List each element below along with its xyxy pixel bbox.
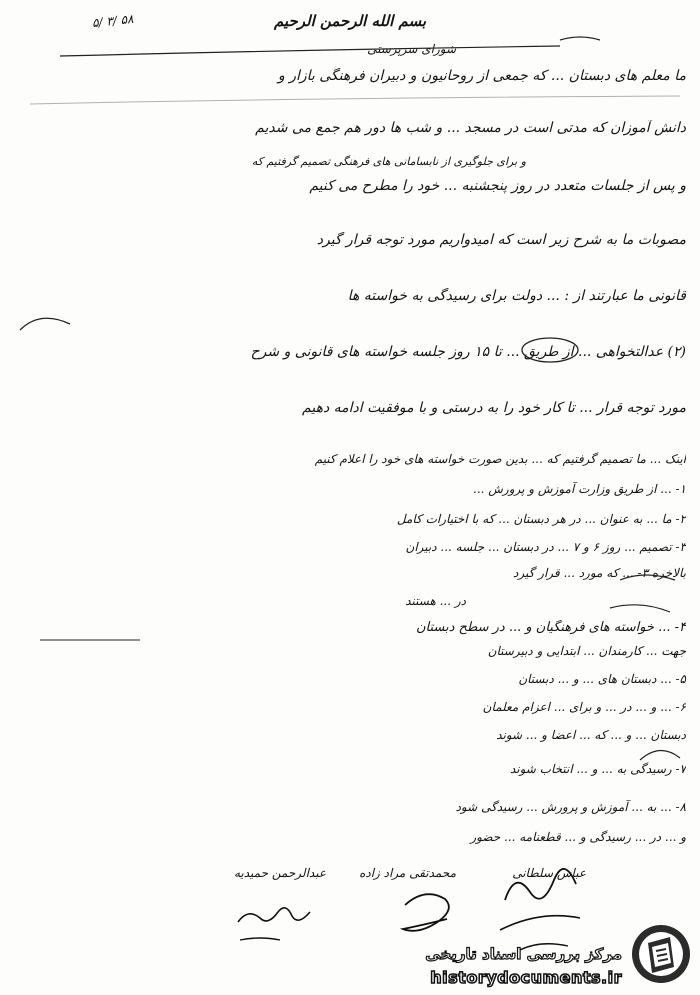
letter-line: و برای جلوگیری از نابسامانی های فرهنگی تصمیم گرفتیم که [251, 155, 526, 168]
letter-line: جهت ... کارمندان ... ابتدایی و دبیرستان [487, 644, 686, 658]
letter-line: دبستان ... و ... که ... اعضا و ... شوند [496, 728, 686, 742]
letter-line: دانش آموزان که مدتی است در مسجد ... و شب ها دور هم جمع می شدیم [255, 120, 686, 136]
letter-line: مورد توجه قرار ... تا کار خود را به درستی و با موفقیت ادامه دهیم [302, 400, 686, 416]
document-date: ۵/ ۳/ ۵۸ [91, 11, 135, 31]
letter-line: ۲- ما ... به عنوان ... در هر دبستان ... که با اختیارات کامل [396, 512, 686, 526]
letter-line: شورای سرپرستی [367, 42, 456, 56]
archive-site: historydocuments.ir [430, 968, 622, 987]
letter-line: قانونی ما عبارتند از : ... دولت برای رسیدگی به خواسته ها [347, 288, 686, 304]
signatory-name: محمدتقی مراد زاده [359, 866, 456, 880]
letter-line: و ... در ... رسیدگی و ... قطعنامه ... حضور [470, 830, 686, 844]
letter-line: مصوبات ما به شرح زیر است که امیدواریم مورد توجه قرار گیرد [316, 232, 686, 248]
letter-line: (۲) عدالتخواهی ... از طریق ... تا ۱۵ روز جلسه خواسته های قانونی و شرح [250, 344, 686, 360]
signatory-name: عبدالرحمن حمیدیه [233, 866, 326, 880]
letter-line: ۶- ... و ... در ... و برای ... اعزام معلمان [482, 700, 686, 714]
archive-watermark [312, 909, 692, 987]
letter-line: ۳- تصمیم ... روز ۶ و ۷ ... در دبستان ... جلسه ... دبیران [405, 540, 686, 554]
signatory-name: عباس سلطانی [512, 866, 586, 880]
letter-line: ۵- ... دبستان های ... و ... دبستان [518, 672, 686, 686]
letter-line: در ... هستند [405, 594, 466, 608]
letter-heading: بسم الله الرحمن الرحیم [273, 12, 427, 30]
letter-line: ما معلم های دبستان ... که جمعی از روحانیون و دبیران فرهنگی بازار و [277, 68, 686, 84]
letter-line: ۸- ... به ... آموزش و پرورش ... رسیدگی شود [455, 800, 686, 814]
letter-line: اینک ... ما تصمیم گرفتیم که ... بدین صورت خواسته های خود را اعلام کنیم [314, 452, 686, 466]
letter-line: ۴- ... خواسته های فرهنگیان و ... در سطح دبستان [415, 620, 686, 635]
letter-line: بالاخره ۳- ... که مورد ... قرار گیرد [513, 566, 686, 580]
letter-line: ۷- رسیدگی به ... و ... انتخاب شوند [509, 762, 686, 776]
archive-logo-icon [630, 923, 692, 985]
archive-name: مرکز بررسی اسناد تاریخی [425, 945, 622, 963]
letter-line: ۱- ... از طریق وزارت آموزش و پرورش ... [473, 482, 686, 496]
letter-line: و پس از جلسات متعدد در روز پنجشنبه ... خود را مطرح می کنیم [309, 178, 686, 194]
